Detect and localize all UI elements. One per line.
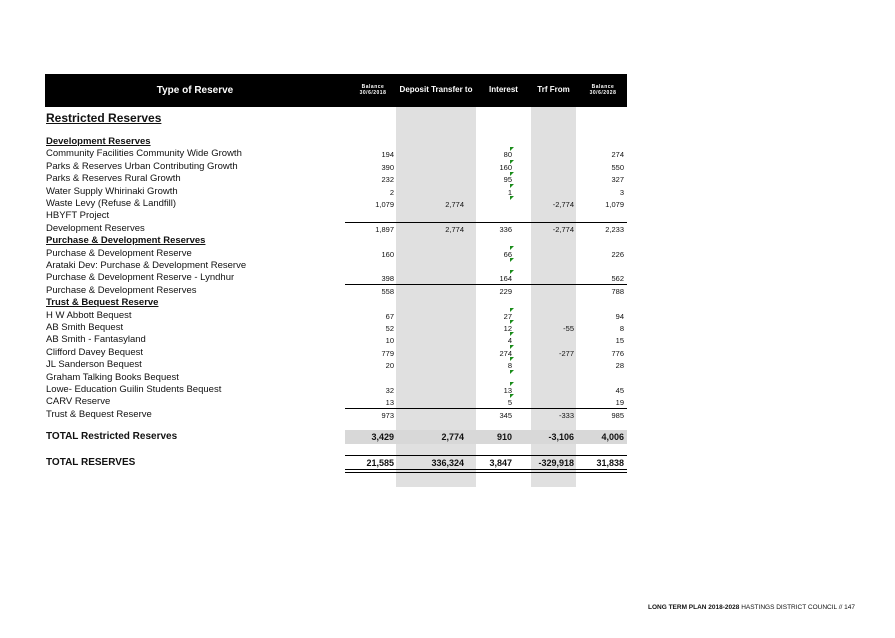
- flag-icon: [510, 394, 514, 398]
- subtotal-row: Purchase & Development Reserves 558 229 788: [46, 284, 624, 296]
- table-row: AB Smith Bequest 52 12 -55 8: [46, 322, 624, 333]
- table-row: Arataki Dev: Purchase & Development Reserve: [46, 260, 247, 271]
- table-row: Water Supply Whirinaki Growth 2 1 3: [46, 185, 624, 197]
- header-trf-from: Trf From: [537, 85, 570, 95]
- table-row: Graham Talking Books Bequest: [46, 371, 179, 383]
- total-restricted-row: TOTAL Restricted Reserves 3,429 2,774 910 -3,106 4,006: [46, 431, 624, 442]
- flag-icon: [510, 357, 514, 361]
- flag-icon: [510, 320, 514, 324]
- flag-icon: [510, 246, 514, 250]
- subtotal-row: Trust & Bequest Reserve 973 345 -333 985: [46, 408, 624, 420]
- header-balance-2018: Balance 30/6/2018: [359, 84, 387, 96]
- subsection-heading: Purchase & Development Reserves: [46, 235, 206, 247]
- table-row: Lowe- Education Guilin Students Bequest 32 13 45: [46, 384, 624, 395]
- table-row: Community Facilities Community Wide Growth 194 80 274: [46, 148, 624, 160]
- page-footer: [648, 604, 855, 611]
- table-row: H W Abbott Bequest 67 27 94: [46, 309, 624, 321]
- table-row: JL Sanderson Bequest 20 8 28: [46, 359, 624, 371]
- flag-icon: [510, 147, 514, 151]
- flag-icon: [510, 184, 514, 188]
- flag-icon: [510, 345, 514, 349]
- flag-icon: [510, 308, 514, 312]
- table-row: Parks & Reserves Rural Growth 232 95 327: [46, 173, 624, 185]
- flag-icon: [510, 382, 514, 386]
- section-title-row: [45, 110, 627, 126]
- section-title: Restricted Reserves: [46, 111, 162, 125]
- total-double-rule: [345, 469, 627, 473]
- table-row: HBYFT Project: [46, 210, 110, 222]
- flag-icon: [510, 332, 514, 336]
- subsection-heading: Development Reserves: [46, 136, 151, 147]
- reserves-table: [45, 74, 627, 474]
- flag-icon: [510, 258, 514, 262]
- flag-icon: [510, 270, 514, 274]
- header-deposit: Deposit Transfer to: [399, 85, 473, 95]
- header-balance-2028: Balance 30/6/2028: [589, 84, 617, 96]
- header-interest: Interest: [489, 85, 518, 95]
- footer-council: HASTINGS DISTRICT COUNCIL // 147: [739, 604, 855, 611]
- subtotal-row: Development Reserves 1,897 2,774 336 -2,774 2,233: [46, 222, 624, 234]
- subsection-heading: Trust & Bequest Reserve: [46, 297, 159, 309]
- header-type: Type of Reserve: [156, 85, 234, 96]
- total-rule: [345, 455, 627, 456]
- table-row: Purchase & Development Reserve 160 66 226: [46, 247, 624, 259]
- table-row: CARV Reserve 13 5 19: [46, 396, 624, 408]
- table-row: Purchase & Development Reserve - Lyndhur 398 164 562: [46, 272, 624, 284]
- table-row: Waste Levy (Refuse & Landfill) 1,079 2,774 -2,774 1,079: [46, 198, 624, 209]
- flag-icon: [510, 370, 514, 374]
- table-row: AB Smith - Fantasyland 10 4 15: [46, 334, 624, 346]
- table-row: Parks & Reserves Urban Contributing Growth 390 160 550: [46, 160, 624, 172]
- table-header: [45, 74, 627, 107]
- flag-icon: [510, 196, 514, 200]
- footer-plan: LONG TERM PLAN 2018-2028: [648, 604, 740, 611]
- flag-icon: [510, 160, 514, 164]
- flag-icon: [510, 172, 514, 176]
- total-reserves-row: TOTAL RESERVES 21,585 336,324 3,847 -329,918 31,838: [46, 457, 624, 468]
- table-row: Clifford Davey Bequest 779 274 -277 776: [46, 346, 624, 358]
